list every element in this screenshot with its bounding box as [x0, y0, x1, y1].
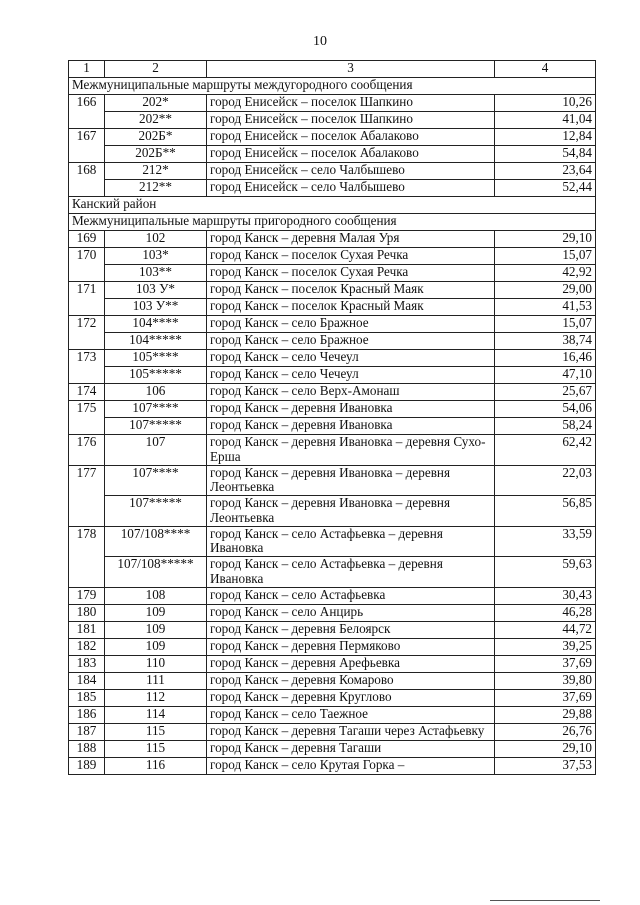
- header-cell: 3: [207, 61, 495, 78]
- destination-cell: город Канск – деревня Тагаши: [207, 740, 495, 757]
- row-number-cell: 167: [69, 129, 105, 163]
- row-number-cell: 171: [69, 282, 105, 316]
- route-cell: 212**: [105, 180, 207, 197]
- value-cell: 29,10: [495, 740, 596, 757]
- route-cell: 108: [105, 587, 207, 604]
- value-cell: 38,74: [495, 333, 596, 350]
- section-heading: Межмуниципальные маршруты пригородного сообщения: [69, 214, 596, 231]
- destination-cell: город Канск – село Таежное: [207, 706, 495, 723]
- route-cell: 106: [105, 384, 207, 401]
- value-cell: 62,42: [495, 435, 596, 466]
- table-row: [69, 146, 596, 163]
- table-row: [69, 672, 596, 689]
- route-cell: 107/108*****: [105, 557, 207, 588]
- table-row: [69, 316, 596, 333]
- destination-cell: город Канск – село Верх-Амонаш: [207, 384, 495, 401]
- value-cell: 15,07: [495, 248, 596, 265]
- table-row: [69, 180, 596, 197]
- table-row: [69, 496, 596, 527]
- route-cell: 103 У*: [105, 282, 207, 299]
- route-cell: 116: [105, 757, 207, 774]
- row-number-cell: 186: [69, 706, 105, 723]
- destination-cell: город Канск – село Бражное: [207, 333, 495, 350]
- route-cell: 103*: [105, 248, 207, 265]
- row-number-cell: 175: [69, 401, 105, 435]
- value-cell: 54,84: [495, 146, 596, 163]
- route-cell: 114: [105, 706, 207, 723]
- table-row: [69, 367, 596, 384]
- destination-cell: город Канск – поселок Красный Маяк: [207, 282, 495, 299]
- section-heading: Межмуниципальные маршруты междугородного сообщения: [69, 78, 596, 95]
- route-cell: 112: [105, 689, 207, 706]
- route-cell: 109: [105, 604, 207, 621]
- route-cell: 202**: [105, 112, 207, 129]
- value-cell: 10,26: [495, 95, 596, 112]
- table-row: [69, 299, 596, 316]
- table-row: [69, 333, 596, 350]
- route-cell: 104*****: [105, 333, 207, 350]
- row-number-cell: 174: [69, 384, 105, 401]
- table-row: [69, 689, 596, 706]
- value-cell: 26,76: [495, 723, 596, 740]
- value-cell: 23,64: [495, 163, 596, 180]
- route-cell: 103 У**: [105, 299, 207, 316]
- destination-cell: город Енисейск – поселок Абалаково: [207, 129, 495, 146]
- row-number-cell: 187: [69, 723, 105, 740]
- route-cell: 107/108****: [105, 526, 207, 557]
- value-cell: 39,80: [495, 672, 596, 689]
- row-number-cell: 180: [69, 604, 105, 621]
- destination-cell: город Канск – поселок Сухая Речка: [207, 265, 495, 282]
- value-cell: 16,46: [495, 350, 596, 367]
- row-number-cell: 188: [69, 740, 105, 757]
- row-number-cell: 177: [69, 465, 105, 526]
- table-row: [69, 231, 596, 248]
- section-row: [69, 214, 596, 231]
- page-number: 10: [313, 34, 327, 49]
- table-row: [69, 587, 596, 604]
- row-number-cell: 181: [69, 621, 105, 638]
- route-cell: 111: [105, 672, 207, 689]
- table-row: [69, 248, 596, 265]
- section-row: [69, 197, 596, 214]
- route-cell: 107****: [105, 465, 207, 496]
- value-cell: 29,00: [495, 282, 596, 299]
- destination-cell: город Канск – поселок Красный Маяк: [207, 299, 495, 316]
- section-row: [69, 78, 596, 95]
- table-row: [69, 95, 596, 112]
- value-cell: 33,59: [495, 526, 596, 557]
- route-cell: 110: [105, 655, 207, 672]
- header-cell: 4: [495, 61, 596, 78]
- table-row: [69, 706, 596, 723]
- value-cell: 41,53: [495, 299, 596, 316]
- destination-cell: город Канск – деревня Ивановка – деревня Леонтьевка: [207, 465, 495, 496]
- row-number-cell: 183: [69, 655, 105, 672]
- route-cell: 115: [105, 723, 207, 740]
- row-number-cell: 173: [69, 350, 105, 384]
- table-row: [69, 129, 596, 146]
- value-cell: 52,44: [495, 180, 596, 197]
- route-cell: 212*: [105, 163, 207, 180]
- destination-cell: город Енисейск – село Чалбышево: [207, 180, 495, 197]
- value-cell: 41,04: [495, 112, 596, 129]
- row-number-cell: 185: [69, 689, 105, 706]
- row-number-cell: 176: [69, 435, 105, 466]
- table-row: [69, 638, 596, 655]
- destination-cell: город Канск – село Крутая Горка –: [207, 757, 495, 774]
- row-number-cell: 179: [69, 587, 105, 604]
- destination-cell: город Канск – поселок Сухая Речка: [207, 248, 495, 265]
- value-cell: 56,85: [495, 496, 596, 527]
- value-cell: 29,10: [495, 231, 596, 248]
- header-cell: 2: [105, 61, 207, 78]
- value-cell: 25,67: [495, 384, 596, 401]
- value-cell: 22,03: [495, 465, 596, 496]
- value-cell: 47,10: [495, 367, 596, 384]
- value-cell: 29,88: [495, 706, 596, 723]
- row-number-cell: 168: [69, 163, 105, 197]
- value-cell: 37,69: [495, 655, 596, 672]
- row-number-cell: 172: [69, 316, 105, 350]
- destination-cell: город Канск – деревня Круглово: [207, 689, 495, 706]
- row-number-cell: 184: [69, 672, 105, 689]
- route-cell: 105*****: [105, 367, 207, 384]
- table-row: [69, 655, 596, 672]
- destination-cell: город Канск – село Чечеул: [207, 367, 495, 384]
- table-row: [69, 621, 596, 638]
- route-cell: 107*****: [105, 496, 207, 527]
- routes-table: [68, 60, 596, 775]
- destination-cell: город Канск – село Астафьевка: [207, 587, 495, 604]
- table-row: [69, 418, 596, 435]
- table-row: [69, 557, 596, 588]
- destination-cell: город Канск – деревня Ивановка: [207, 418, 495, 435]
- destination-cell: город Канск – деревня Пермяково: [207, 638, 495, 655]
- value-cell: 46,28: [495, 604, 596, 621]
- route-cell: 202Б*: [105, 129, 207, 146]
- route-cell: 102: [105, 231, 207, 248]
- destination-cell: город Канск – село Чечеул: [207, 350, 495, 367]
- destination-cell: город Енисейск – поселок Шапкино: [207, 112, 495, 129]
- destination-cell: город Канск – село Бражное: [207, 316, 495, 333]
- route-cell: 107: [105, 435, 207, 466]
- value-cell: 39,25: [495, 638, 596, 655]
- row-number-cell: 178: [69, 526, 105, 587]
- value-cell: 12,84: [495, 129, 596, 146]
- destination-cell: город Енисейск – поселок Шапкино: [207, 95, 495, 112]
- value-cell: 30,43: [495, 587, 596, 604]
- destination-cell: город Канск – деревня Малая Уря: [207, 231, 495, 248]
- route-cell: 115: [105, 740, 207, 757]
- table-row: [69, 740, 596, 757]
- destination-cell: город Канск – деревня Тагаши через Астафьевку: [207, 723, 495, 740]
- value-cell: 37,53: [495, 757, 596, 774]
- table-row: [69, 604, 596, 621]
- table-row: [69, 384, 596, 401]
- destination-cell: город Енисейск – поселок Абалаково: [207, 146, 495, 163]
- table-row: [69, 163, 596, 180]
- route-cell: 202*: [105, 95, 207, 112]
- value-cell: 54,06: [495, 401, 596, 418]
- value-cell: 42,92: [495, 265, 596, 282]
- table-row: [69, 723, 596, 740]
- route-cell: 103**: [105, 265, 207, 282]
- value-cell: 59,63: [495, 557, 596, 588]
- route-cell: 104****: [105, 316, 207, 333]
- row-number-cell: 169: [69, 231, 105, 248]
- route-cell: 107****: [105, 401, 207, 418]
- destination-cell: город Енисейск – село Чалбышево: [207, 163, 495, 180]
- destination-cell: город Канск – деревня Ивановка: [207, 401, 495, 418]
- destination-cell: город Канск – деревня Ивановка – деревня Леонтьевка: [207, 496, 495, 527]
- table-row: [69, 265, 596, 282]
- table-row: [69, 435, 596, 466]
- destination-cell: город Канск – деревня Арефьевка: [207, 655, 495, 672]
- routes-table-body: [69, 61, 596, 775]
- value-cell: 15,07: [495, 316, 596, 333]
- table-row: [69, 112, 596, 129]
- row-number-cell: 182: [69, 638, 105, 655]
- route-cell: 202Б**: [105, 146, 207, 163]
- table-row: [69, 757, 596, 774]
- row-number-cell: 189: [69, 757, 105, 774]
- route-cell: 109: [105, 638, 207, 655]
- table-row: [69, 350, 596, 367]
- table-row: [69, 401, 596, 418]
- value-cell: 37,69: [495, 689, 596, 706]
- header-cell: 1: [69, 61, 105, 78]
- value-cell: 44,72: [495, 621, 596, 638]
- footer-rule: [490, 900, 600, 901]
- destination-cell: город Канск – село Астафьевка – деревня Ивановка: [207, 526, 495, 557]
- destination-cell: город Канск – село Анцирь: [207, 604, 495, 621]
- table-row: [69, 526, 596, 557]
- destination-cell: город Канск – деревня Ивановка – деревня Сухо-Ерша: [207, 435, 495, 466]
- route-cell: 109: [105, 621, 207, 638]
- route-cell: 107*****: [105, 418, 207, 435]
- destination-cell: город Канск – село Астафьевка – деревня Ивановка: [207, 557, 495, 588]
- header-row: [69, 61, 596, 78]
- row-number-cell: 166: [69, 95, 105, 129]
- destination-cell: город Канск – деревня Белоярск: [207, 621, 495, 638]
- destination-cell: город Канск – деревня Комарово: [207, 672, 495, 689]
- route-cell: 105****: [105, 350, 207, 367]
- table-row: [69, 282, 596, 299]
- row-number-cell: 170: [69, 248, 105, 282]
- section-heading: Канский район: [69, 197, 596, 214]
- value-cell: 58,24: [495, 418, 596, 435]
- table-row: [69, 465, 596, 496]
